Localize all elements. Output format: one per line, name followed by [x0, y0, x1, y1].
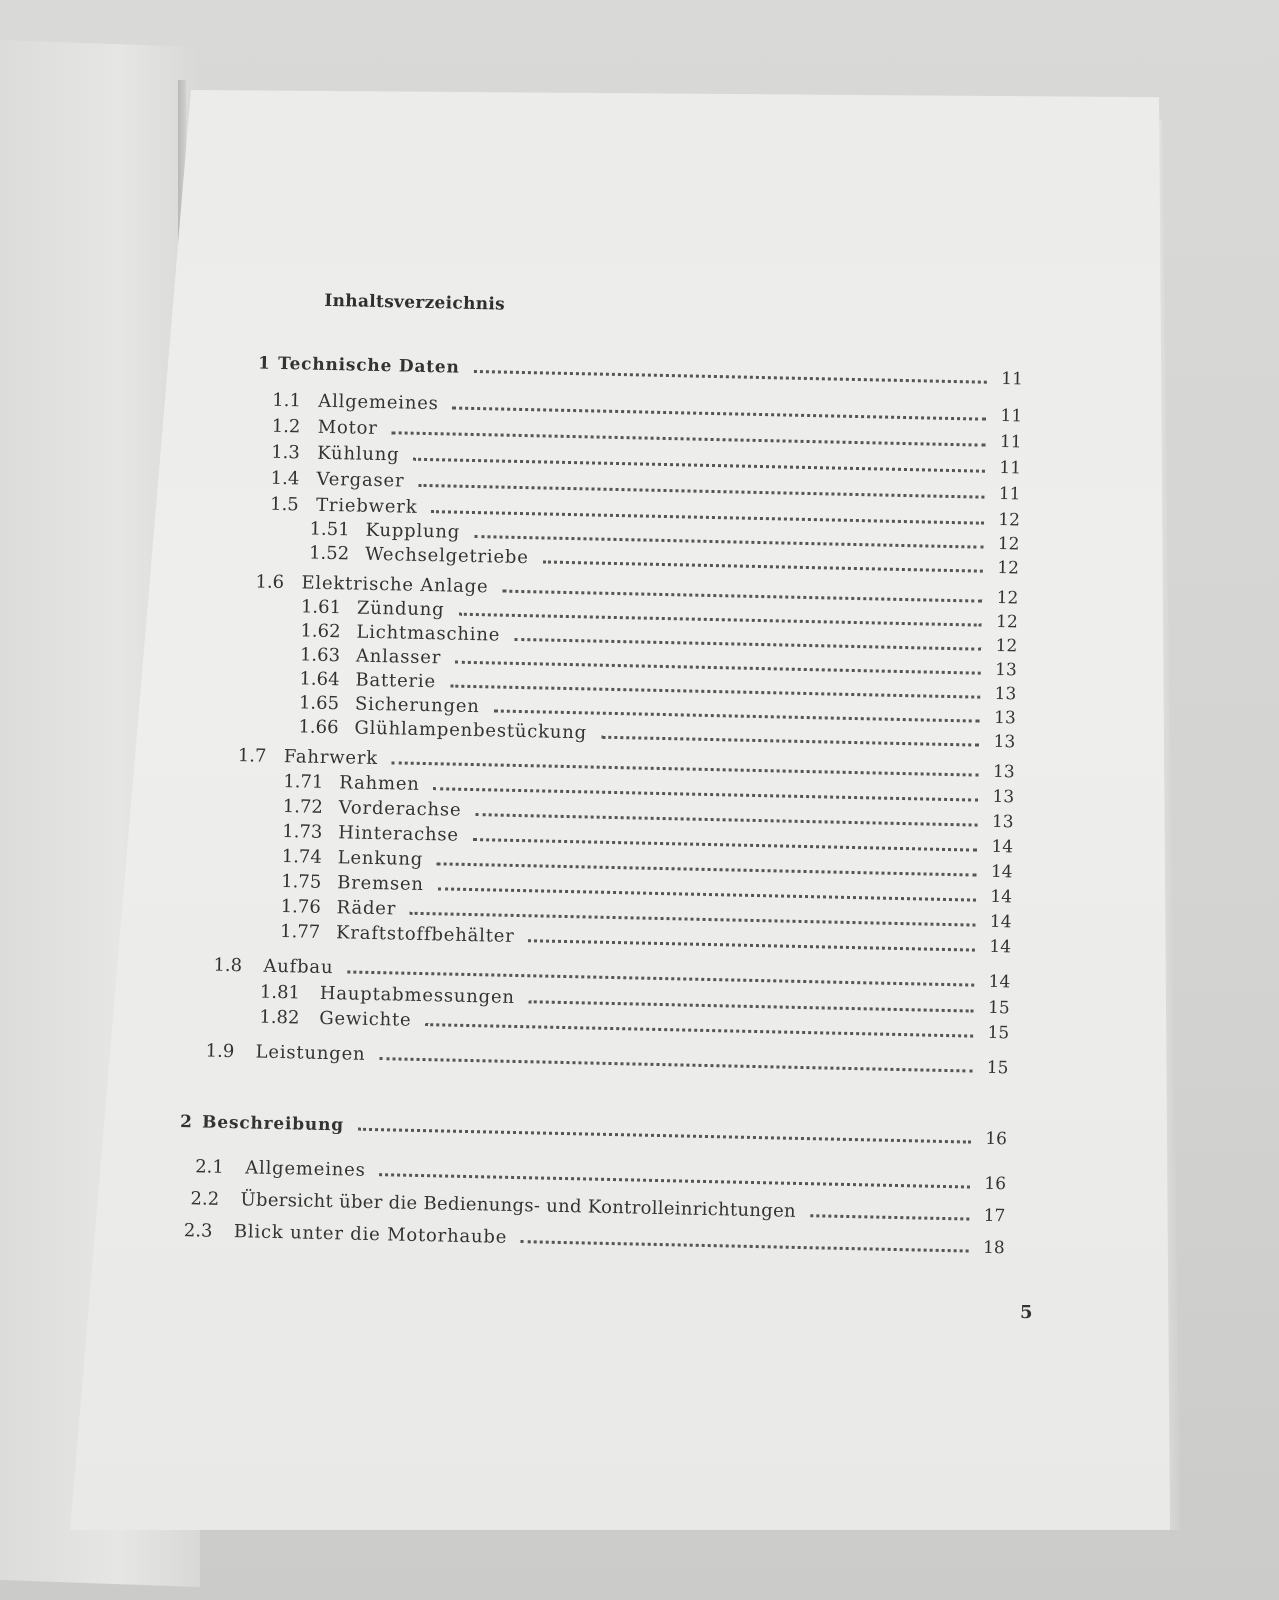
toc-entry-page: 15: [986, 1057, 1009, 1079]
toc-entry-label: Batterie: [355, 669, 437, 693]
toc-entry-number: 1.2: [271, 415, 301, 438]
toc-entry-number: 1.73: [282, 821, 323, 843]
toc-entry-page: 14: [991, 836, 1014, 858]
toc-entry-number: 1.71: [283, 771, 324, 793]
toc-entry-label: Glühlampenbestückung: [354, 717, 588, 744]
toc-entry-number: 1.74: [281, 846, 323, 868]
toc-entry-page: 16: [985, 1128, 1008, 1150]
toc-entry-number: 1.3: [270, 441, 301, 464]
toc-entry-page: 12: [996, 587, 1019, 609]
toc-entry-number: 1: [257, 353, 271, 374]
toc-entry-page: 13: [992, 761, 1015, 783]
toc-entry-page: 12: [998, 509, 1021, 531]
toc-entry-label: Leistungen: [255, 1041, 366, 1065]
toc-entry-label: Vergaser: [316, 468, 405, 492]
toc-entry-label: Lichtmaschine: [356, 621, 501, 646]
toc-entry-number: 1.51: [309, 518, 350, 541]
toc-entry-page: 14: [989, 936, 1012, 958]
toc-entry-page: 11: [999, 457, 1022, 479]
toc-entry-label: Bremsen: [336, 872, 425, 896]
toc-entry-number: 2.1: [194, 1156, 225, 1178]
leader-dots: [601, 726, 980, 747]
leader-dots: [810, 1204, 970, 1220]
toc-entry-page: 12: [995, 611, 1019, 633]
toc-entry-page: 14: [990, 861, 1013, 883]
toc-entry-label: Allgemeines: [244, 1157, 366, 1181]
toc-entry-page: 11: [998, 483, 1021, 505]
toc-entry-number: 1.52: [308, 542, 350, 565]
toc-entry-label: Elektrische Anlage: [301, 572, 489, 598]
toc-entry-page: 14: [990, 886, 1013, 908]
toc-entry-page: 13: [991, 811, 1014, 833]
toc-entry-page: 14: [988, 971, 1011, 993]
toc-entry-page: 11: [1001, 369, 1024, 390]
toc-entry-label: Kupplung: [365, 519, 461, 543]
toc-entry-label: Hauptabmessungen: [319, 982, 516, 1008]
toc-entry-page: 13: [993, 707, 1017, 729]
toc-entry-label: Lenkung: [337, 847, 424, 871]
toc-entry-page: 13: [994, 683, 1017, 705]
toc-entry-label: Aufbau: [263, 955, 334, 979]
toc-entry-page: 15: [987, 1022, 1010, 1044]
toc-entry-page: 16: [984, 1173, 1007, 1195]
page-number: 5: [1020, 1302, 1033, 1323]
toc-entry-number: 1.65: [298, 692, 340, 715]
toc-entry-label: Kraftstoffbehälter: [335, 922, 515, 947]
toc-entry-number: 2.3: [183, 1220, 213, 1242]
toc-title: Inhaltsverzeichnis: [324, 290, 506, 315]
toc-entry-number: 1.82: [259, 1006, 300, 1029]
toc-entry-page: 11: [1000, 406, 1023, 427]
toc-entry-number: 1.81: [259, 981, 301, 1004]
toc-entry-label: Gewichte: [319, 1007, 412, 1031]
toc-entry-label: Beschreibung: [201, 1112, 345, 1136]
toc-entry-label: Kühlung: [316, 442, 400, 466]
toc-entry-page: 15: [987, 997, 1010, 1019]
toc-entry-number: 1.72: [282, 796, 324, 818]
toc-entry-label: Wechselgetriebe: [364, 543, 529, 569]
toc-entry-page: 13: [993, 731, 1016, 753]
toc-entry-number: 1.9: [205, 1040, 235, 1063]
toc-entry-number: 1.64: [299, 668, 340, 691]
toc-entry-number: 1.66: [298, 716, 339, 739]
toc-entry-label: Anlasser: [355, 645, 442, 669]
toc-entry-number: 1.75: [280, 871, 322, 893]
toc-entry-number: 2: [179, 1111, 193, 1133]
toc-entry-page: 12: [997, 533, 1020, 555]
toc-entry-page: 13: [992, 786, 1015, 808]
toc-entry-number: 1.76: [280, 896, 321, 918]
toc-entry-number: 1.62: [300, 620, 341, 643]
toc-entry-page: 12: [997, 557, 1020, 579]
toc-entry-page: 13: [994, 659, 1018, 681]
toc-entry-label: Triebwerk: [315, 494, 418, 518]
toc-entry-number: 1.7: [237, 745, 267, 767]
toc-entry-label: Motor: [317, 416, 378, 439]
toc-entry-number: 1.61: [300, 596, 342, 619]
toc-entry-label: Allgemeines: [318, 390, 439, 415]
toc-entry-page: 11: [999, 432, 1022, 453]
toc-entry-label: Sicherungen: [354, 693, 480, 718]
toc-entry-number: 1.1: [272, 389, 302, 412]
toc-entry-number: 1.63: [299, 644, 341, 667]
toc-entry-number: 1.5: [269, 493, 299, 516]
toc-entry-number: 1.8: [213, 954, 243, 977]
toc-entry-label: Technische Daten: [277, 353, 460, 378]
toc-entry-page: 17: [983, 1205, 1006, 1227]
toc-entry-label: Übersicht über die Bedienungs- und Kontrolleinrichtungen: [240, 1189, 797, 1222]
toc-entry-page: 12: [995, 635, 1018, 657]
toc-entry-number: 1.4: [270, 467, 300, 490]
toc-entry-label: Rahmen: [339, 772, 420, 795]
toc-entry-number: 1.77: [279, 921, 321, 943]
toc-entry-label: Vorderachse: [338, 797, 462, 821]
toc-entry-label: Räder: [336, 897, 397, 920]
toc-entry-label: Fahrwerk: [283, 746, 379, 770]
toc-entry-number: 2.2: [190, 1188, 220, 1210]
toc-entry-label: Zündung: [356, 597, 445, 621]
toc-entry-label: Hinterachse: [338, 822, 460, 846]
toc-entry-number: 1.6: [255, 571, 285, 594]
toc-entry-label: Blick unter die Motorhaube: [233, 1221, 508, 1248]
toc-entry-page: 14: [989, 911, 1012, 933]
toc-entry-page: 18: [982, 1237, 1005, 1259]
